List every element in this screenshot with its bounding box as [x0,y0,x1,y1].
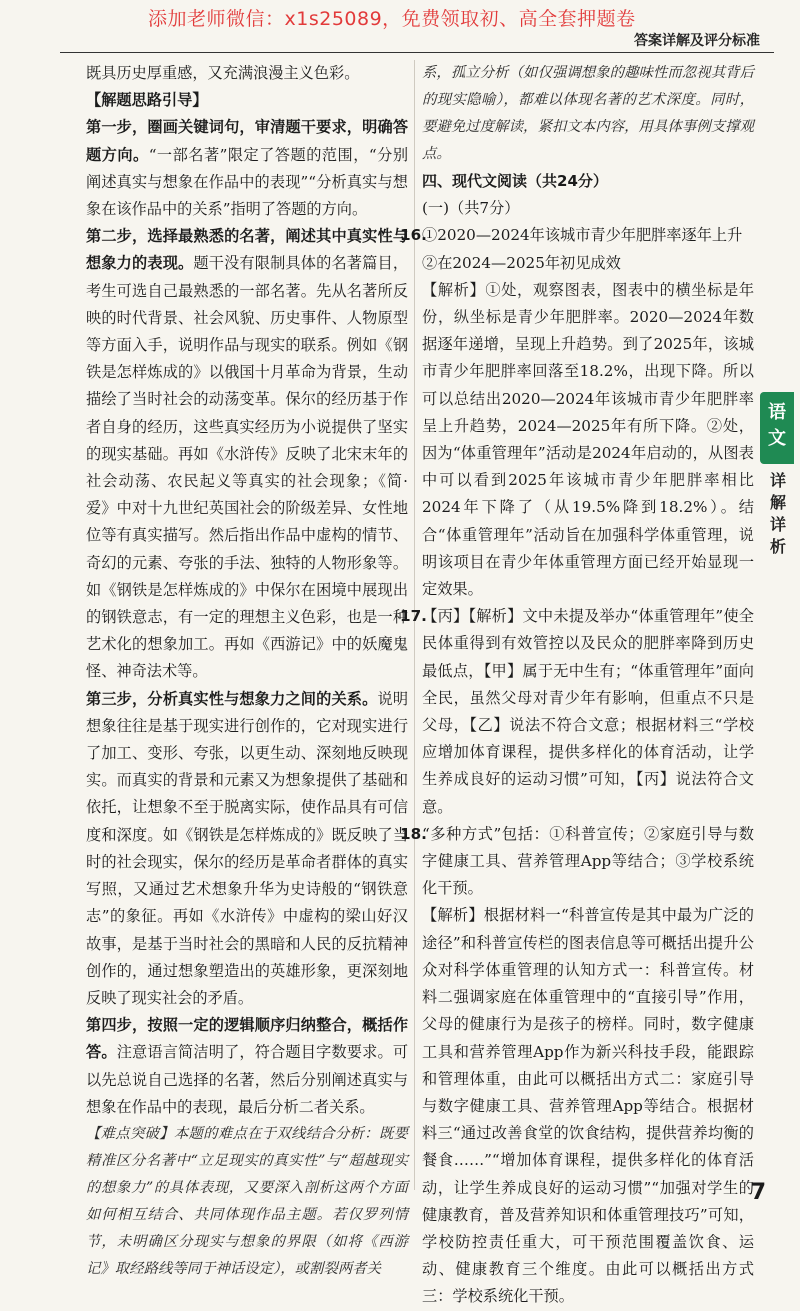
step-4-head: 第四步，按照一定的逻辑顺序归纳整合，概括作答。 [86,1016,408,1062]
page-number: 7 [750,1180,766,1205]
step-3-head: 第三步，分析真实性与想象力之间的关系。 [86,689,378,708]
watermark-text: 添加老师微信：x1s25089，免费领取初、高全套押题卷 [148,8,636,30]
continued-note: 系，孤立分析（如仅强调想象的趣味性而忽视其背后的现实隐喻），都难以体现名著的艺术深度。同时，要避免过度解读，紧扣文本内容，用具体事例支撑观点。 [422,65,754,162]
subject-tab: 语文 [760,392,794,464]
step-4 [86,1012,408,1121]
step-2-head: 第二步，选择最熟悉的名著，阐述其中真实性与想象力的表现。 [86,227,408,273]
step-1-head: 第一步，圈画关键词句，审清题干要求，明确答题方向。 [86,118,408,164]
right-column [400,60,754,1311]
step-3-body: 说明想象往往是基于现实进行创作的，它对现实进行了加工、变形、夸张，以更生动、深刻地反映现实。而真实的背景和元素又为想象提供了基础和依托，让想象不至于脱离实际，使作品具有可信度和深度。如《钢铁是怎样炼成的》既反映了当时的社会现实，保尔的经历是革命者群体的真实写照，又通过艺术想象升华为史诗般的“钢铁意志”的象征。再如《水浒传》中虚构的梁山好汉故事，是基于当时社会的黑暗和人民的反抗精神创作的，通过想象塑造出的英雄形象，更深刻地反映了现实社会的矛盾。 [86,689,409,1007]
subject-subtitle: 详解详析 [769,471,786,556]
header-divider [60,52,774,53]
q17-body: 【丙】【解析】文中未提及举办“体重管理年”使全民体重得到有效管控以及民众的肥胖率降到历史最低点，【甲】属于无中生有；“体重管理年”面向全民，虽然父母对青少年有影响，但重点不只是父母，【乙】说法不符合文意；根据材料三“学校应增加体育课程，提供多样化的体育活动，让学生养成良好的运动习惯”可知，【丙】说法符合文意。 [422,607,754,816]
q16-answer-1: ①2020—2024年该城市青少年肥胖率逐年上升 [422,226,743,245]
question-17 [400,603,754,821]
subsection-title: (一)（共7分） [422,199,520,218]
difficulty-note: 【难点突破】本题的难点在于双线结合分析：既要精准区分名著中“立足现实的真实性”与“超越现实的想象力”的具体表现，又要深入剖析这两个方面如何相互结合、共同体现作品主题。若仅罗列情节，未明确区分现实与想象的界限（如将《西游记》取经路线等同于神话设定），或割裂两者关 [86,1125,408,1277]
step-4-body: 注意语言简洁明了，符合题目字数要求。可以先总说自己选择的名著，然后分别阐述真实与想象在作品中的表现，最后分析二者关系。 [86,1043,409,1116]
q18-explanation: 【解析】根据材料一“科普宣传是其中最为广泛的途径”和科普宣传栏的图表信息等可概括出提升公众对科学体重管理的认知方式一：科普宣传。材料二强调家庭在体重管理中的“直接引导”作用，父母的健康行为是孩子的榜样。同时，数字健康工具和营养管理App作为新兴科技手段，能跟踪和管理体重，由此可以概括出方式二：家庭引导与数字健康工具、营养管理App等结合。根据材料三“通过改善食堂的饮食结构，提供营养均衡的餐食……”“增加体育课程，提供多样化的体育活动，让学生养成良好的运动习惯”“加强对学生的健康教育，普及营养知识和体重管理技巧”可知，学校防控责任重大，可干预范围覆盖饮食、运动、健康教育三个维度。由此可以概括出方式三：学校系统化干预。 [422,906,754,1306]
step-1-body: “一部名著”限定了答题的范围，“分别阐述真实与想象在作品中的表现”“分析真实与想象在该作品中的关系”指明了答题的方向。 [86,145,409,219]
question-number: 17. [400,607,427,626]
step-3 [86,686,408,1012]
q18-answer: “多种方式”包括：①科普宣传；②家庭引导与数字健康工具、营养管理App等结合；③学校系统化干预。 [422,824,754,898]
step-2-body: 题干没有限制具体的名著篇目，考生可选自己最熟悉的一部名著。先从名著所反映的时代背景、社会风貌、历史事件、人物原型等方面入手，说明作品与现实的联系。例如《钢铁是怎样炼成的》以俄国十月革命为背景，生动描绘了当时社会的动荡变革。保尔的经历基于作者自身的经历，这些真实经历为小说提供了坚实的现实基础。再如《水浒传》反映了北宋末年的社会动荡、农民起义等真实的社会现象；《简·爱》中对十九世纪英国社会的阶级差异、女性地位等有真实描写。然后指出作品中虚构的情节、奇幻的元素、夸张的手法、独特的人物形象等。如《钢铁是怎样炼成的》中保尔在困境中展现出的钢铁意志，有一定的理想主义色彩，也是一种艺术化的想象加工。再如《西游记》中的妖魔鬼怪、神奇法术等。 [86,254,409,681]
q16-answer-2: ②在2024—2025年初见成效 [422,253,621,272]
header-title: 答案详解及评分标准 [634,33,760,49]
step-1 [86,114,408,223]
question-16 [400,222,754,249]
step-2 [86,223,408,685]
question-number: 16. [400,226,427,245]
question-number: 18. [400,824,427,843]
q16-explanation: 【解析】①处，观察图表，图表中的横坐标是年份，纵坐标是青少年肥胖率。2020—2024年数据逐年递增，呈现上升趋势。到了2025年，该城市青少年肥胖率回落至18.2%，出现下降。所以可以总结出2020—2024年该城市青少年肥胖率呈上升趋势，2024—2025年有所下降。②处，因为“体重管理年”活动是2024年启动的，从图表中可以看到2025年该城市青少年肥胖率相比2024年下降了（从19.5%降到18.2%）。结合“体重管理年”活动旨在加强科学体重管理，说明该项目在青少年体重管理方面已经开始显现一定效果。 [422,280,754,599]
left-column [86,60,408,1283]
question-18 [400,821,754,903]
section-title: 四、现代文阅读（共24分） [422,172,608,190]
guide-title: 【解题思路引导】 [86,91,208,110]
paragraph: 既具历史厚重感，又充满浪漫主义色彩。 [86,64,360,82]
